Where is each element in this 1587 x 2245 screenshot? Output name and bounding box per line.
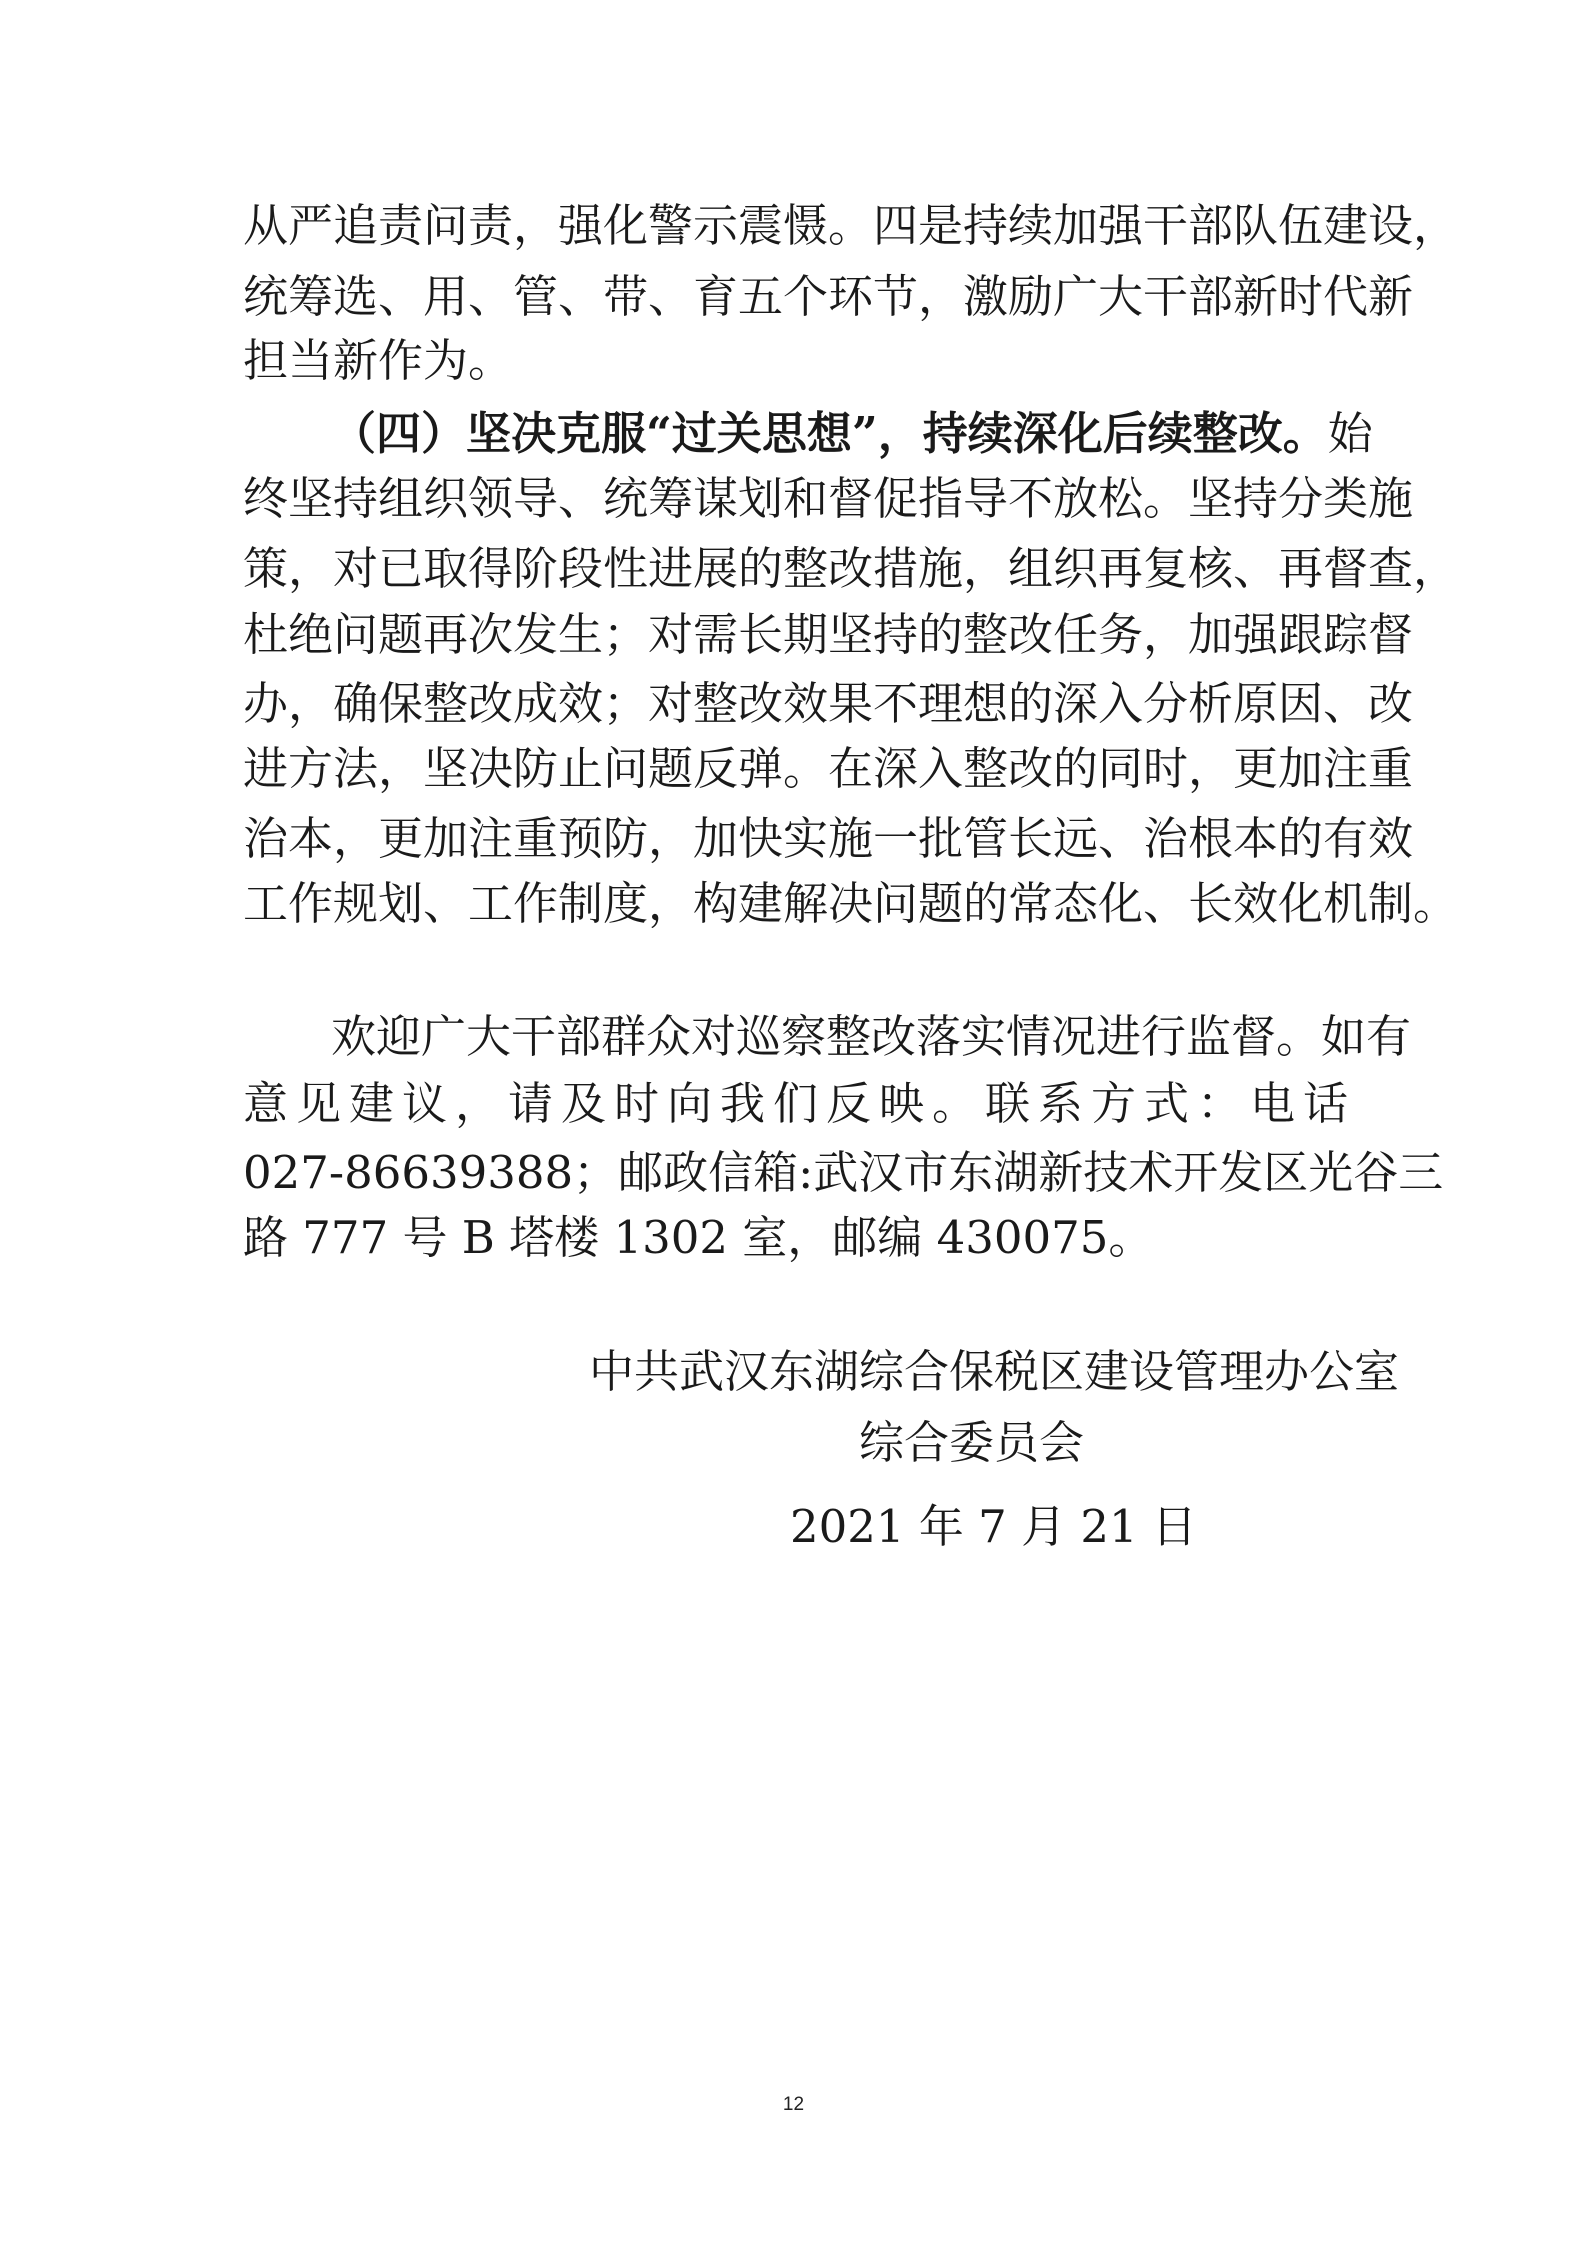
paragraph-3-line-3: 027-86639388；邮政信箱:武汉市东湖新技术开发区光谷三 (243, 1146, 1444, 1199)
paragraph-3-line-2: 意见建议，请及时向我们反映。联系方式：电话 (243, 1077, 1348, 1130)
paragraph-3-line-4: 路 777 号 B 塔楼 1302 室，邮编 430075。 (243, 1211, 1154, 1264)
paragraph-2-line-1: 终坚持组织领导、统筹谋划和督促指导不放松。坚持分类施 (243, 472, 1414, 525)
heading-line-tail: 始 (1327, 407, 1373, 460)
signature-committee: 综合委员会 (859, 1416, 1085, 1469)
paragraph-2-line-7: 工作规划、工作制度，构建解决问题的常态化、长效化机制。 (243, 877, 1459, 930)
paragraph-1-line-2: 统筹选、用、管、带、育五个环节，激励广大干部新时代新 (243, 270, 1414, 323)
paragraph-2-line-5: 进方法，坚决防止问题反弹。在深入整改的同时，更加注重 (243, 742, 1414, 795)
paragraph-2-line-6: 治本，更加注重预防，加快实施一批管长远、治根本的有效 (243, 812, 1414, 865)
section-heading: （四）坚决克服“过关思想”，持续深化后续整改。 (331, 407, 1328, 460)
paragraph-2-line-2: 策，对已取得阶段性进展的整改措施，组织再复核、再督查， (243, 542, 1459, 595)
signature-org: 中共武汉东湖综合保税区建设管理办公室 (589, 1345, 1400, 1398)
signature-date: 2021 年 7 月 21 日 (790, 1500, 1197, 1553)
paragraph-2-heading-line (331, 406, 1373, 462)
paragraph-2-line-4: 办，确保整改成效；对整改效果不理想的深入分析原因、改 (243, 677, 1414, 730)
paragraph-1-line-3: 担当新作为。 (243, 334, 514, 387)
paragraph-3-line-1: 欢迎广大干部群众对巡察整改落实情况进行监督。如有 (331, 1010, 1412, 1063)
page-number: 12 (782, 2094, 805, 2115)
paragraph-1-line-1: 从严追责问责，强化警示震慑。四是持续加强干部队伍建设， (243, 199, 1459, 252)
paragraph-2-line-3: 杜绝问题再次发生；对需长期坚持的整改任务，加强跟踪督 (243, 608, 1414, 661)
